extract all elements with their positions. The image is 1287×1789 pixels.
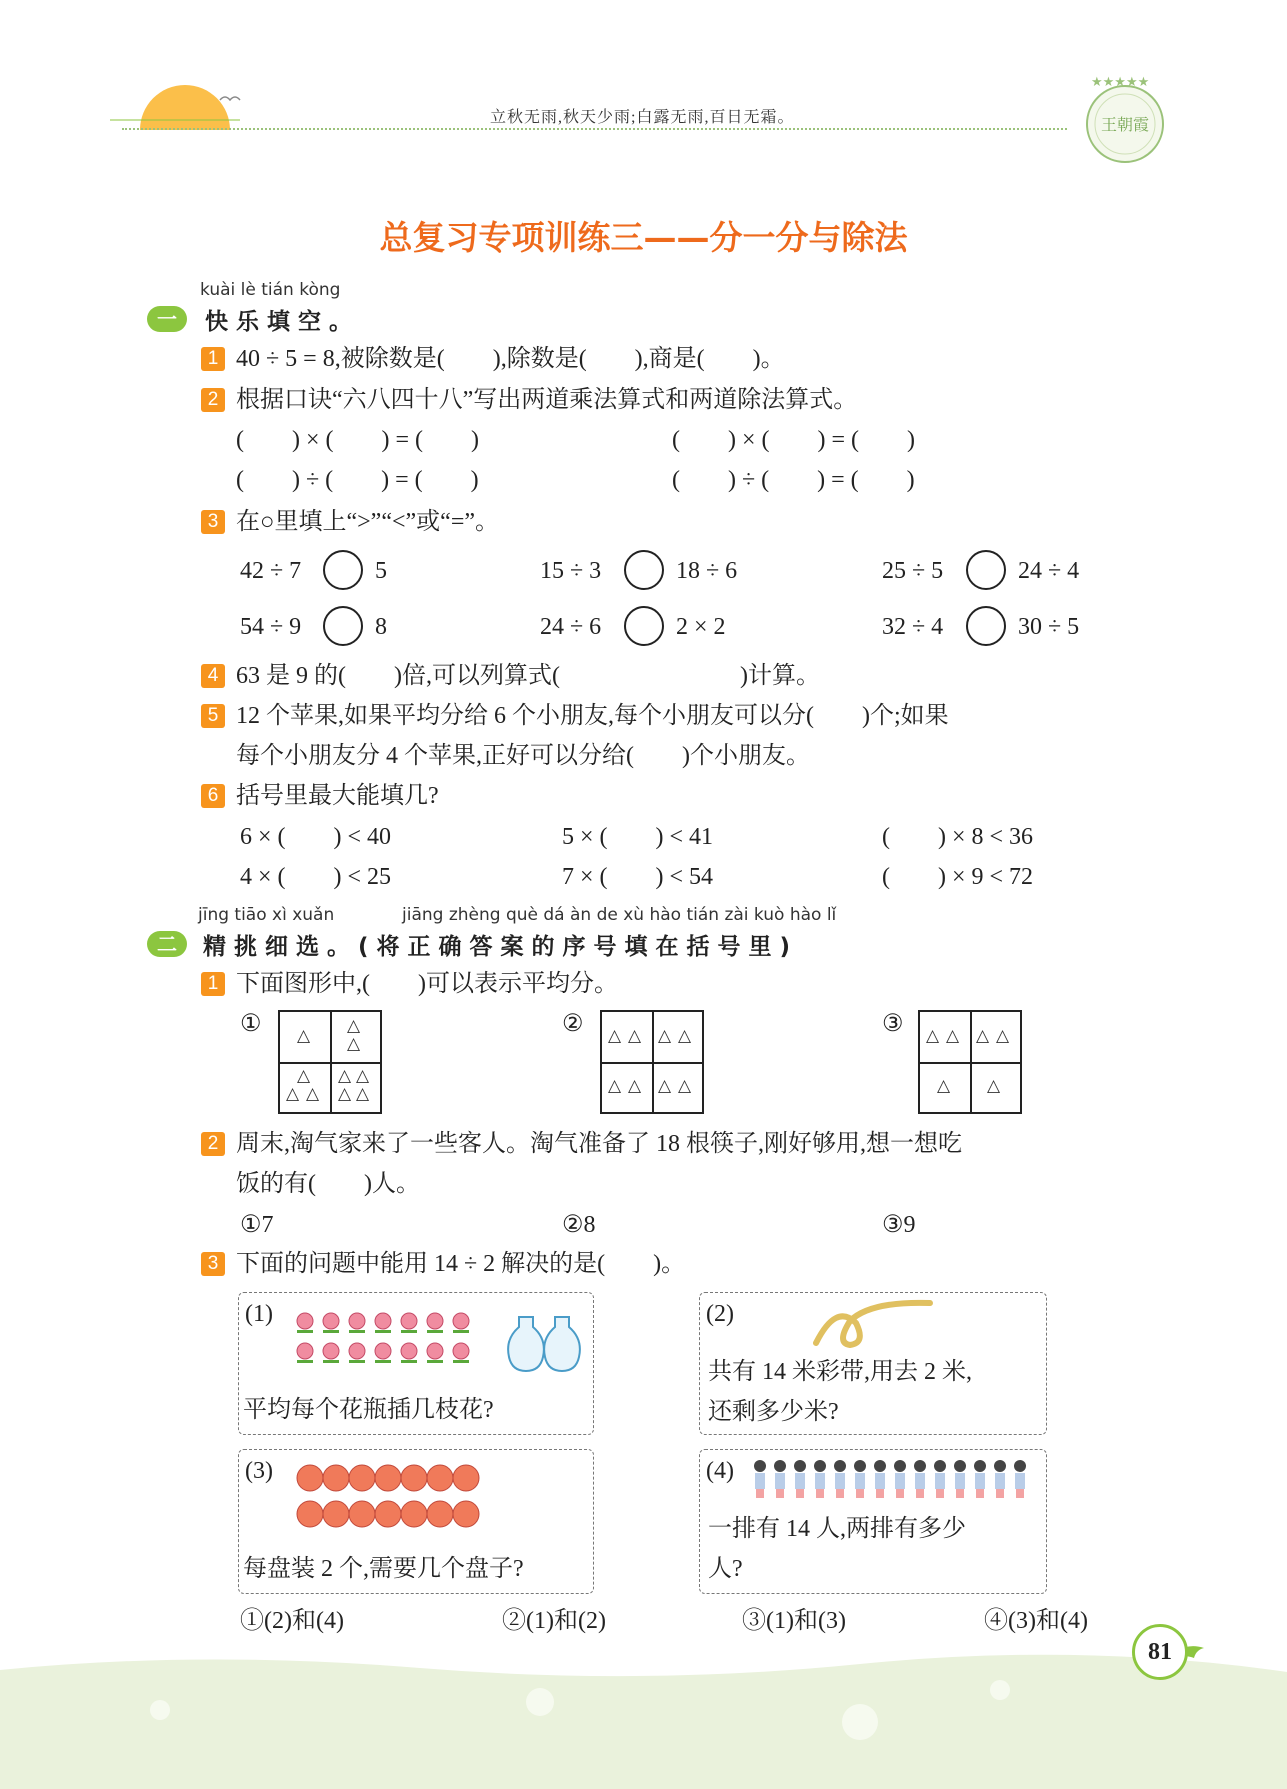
panel-label: (1) <box>245 1301 273 1327</box>
section1-heading: 快乐填空。 <box>205 309 360 335</box>
section2-pinyin-a: jīng tiāo xì xuǎn <box>198 905 335 925</box>
page-number: 81 <box>1132 1624 1188 1680</box>
compare-left: 25 ÷ 5 <box>882 558 944 584</box>
q4-number: 4 <box>201 664 225 688</box>
s2-q3-option: ④(3)和(4) <box>984 1608 1088 1634</box>
figure-1: △ △ △ △ △ △ △ △ △ △ <box>278 1010 382 1114</box>
s2-q2-line2: 饭的有( )人。 <box>236 1171 420 1197</box>
compare-left: 32 ÷ 4 <box>882 614 944 640</box>
compare-right: 8 <box>375 614 387 640</box>
panel-question: 还剩多少米? <box>708 1399 839 1425</box>
s2-q3-option: ①(2)和(4) <box>240 1608 344 1634</box>
compare-left: 54 ÷ 9 <box>240 614 302 640</box>
compare-left: 24 ÷ 6 <box>540 614 602 640</box>
section2-heading: 精挑细选。(将正确答案的序号填在括号里) <box>203 934 799 960</box>
q2-row2b: ( ) ÷ ( ) = ( ) <box>672 467 915 493</box>
panel-label: (3) <box>245 1458 273 1484</box>
compare-left: 15 ÷ 3 <box>540 558 602 584</box>
panel-1 <box>238 1292 594 1435</box>
q3-number: 3 <box>201 510 225 534</box>
section2-tag: 二 <box>147 931 187 957</box>
compare-circle[interactable] <box>966 606 1006 646</box>
q5-line1: 12 个苹果,如果平均分给 6 个小朋友,每个小朋友可以分( )个;如果 <box>236 703 949 729</box>
q6-item: 6 × ( ) < 40 <box>240 824 392 850</box>
s2-q2-option: ②8 <box>562 1212 596 1238</box>
q6-text: 括号里最大能填几? <box>236 783 439 809</box>
panel-question: 共有 14 米彩带,用去 2 米, <box>708 1359 972 1385</box>
s2-q2-option: ③9 <box>882 1212 916 1238</box>
compare-right: 24 ÷ 4 <box>1018 558 1080 584</box>
s2-q2-number: 2 <box>201 1132 225 1156</box>
s2-q3-option: ②(1)和(2) <box>502 1608 606 1634</box>
section1-tag: 一 <box>147 306 187 332</box>
footer-wave <box>0 1650 1287 1789</box>
compare-left: 42 ÷ 7 <box>240 558 302 584</box>
q5-line2: 每个小朋友分 4 个苹果,正好可以分给( )个小朋友。 <box>236 743 810 769</box>
panel-question: 一排有 14 人,两排有多少 <box>708 1516 966 1542</box>
vase-icon <box>507 1315 583 1375</box>
apples-icon <box>295 1462 485 1532</box>
q1-text: 40 ÷ 5 = 8,被除数是( ),除数是( ),商是( )。 <box>236 346 785 372</box>
compare-circle[interactable] <box>624 606 664 646</box>
s2-q2-line1: 周末,淘气家来了一些客人。淘气准备了 18 根筷子,刚好够用,想一想吃 <box>236 1131 962 1157</box>
ribbon-icon <box>808 1299 938 1351</box>
compare-circle[interactable] <box>323 550 363 590</box>
panel-3 <box>238 1449 594 1594</box>
q6-number: 6 <box>201 784 225 808</box>
figure-3: △ △ △ △ △ △ <box>918 1010 1022 1114</box>
compare-right: 2 × 2 <box>676 614 726 640</box>
panel-label: (2) <box>706 1301 734 1327</box>
s2-q3-number: 3 <box>201 1252 225 1276</box>
header-proverb: 立秋无雨,秋天少雨;白露无雨,百日无霜。 <box>490 109 795 126</box>
section1-pinyin: kuài lè tián kòng <box>200 280 341 300</box>
publisher-logo <box>1075 72 1175 164</box>
compare-circle[interactable] <box>624 550 664 590</box>
s2-q1-text: 下面图形中,( )可以表示平均分。 <box>236 971 618 997</box>
section2-pinyin-b: jiāng zhèng què dá àn de xù hào tián zài kuò hào lǐ <box>402 905 837 925</box>
panel-question: 人? <box>708 1556 743 1582</box>
compare-circle[interactable] <box>323 606 363 646</box>
panel-question: 每盘装 2 个,需要几个盘子? <box>243 1556 524 1582</box>
s2-q2-option: ①7 <box>240 1212 274 1238</box>
q6-item: 7 × ( ) < 54 <box>562 864 714 890</box>
option-label: ③ <box>882 1011 904 1037</box>
q4-text: 63 是 9 的( )倍,可以列算式( )计算。 <box>236 663 820 689</box>
q2-row1a: ( ) × ( ) = ( ) <box>236 427 480 453</box>
q2-number: 2 <box>201 388 225 412</box>
panel-question: 平均每个花瓶插几枝花? <box>243 1397 494 1423</box>
q5-number: 5 <box>201 704 225 728</box>
compare-circle[interactable] <box>966 550 1006 590</box>
logo-text: 王朝霞 <box>1100 115 1150 134</box>
compare-right: 18 ÷ 6 <box>676 558 738 584</box>
figure-2: △ △ △ △ △ △ △ △ <box>600 1010 704 1114</box>
s2-q3-text: 下面的问题中能用 14 ÷ 2 解决的是( )。 <box>236 1251 686 1277</box>
q3-text: 在○里填上“>”“<”或“=”。 <box>236 509 500 535</box>
q2-row2a: ( ) ÷ ( ) = ( ) <box>236 467 479 493</box>
s2-q3-option: ③(1)和(3) <box>742 1608 846 1634</box>
q6-item: ( ) × 8 < 36 <box>882 824 1034 850</box>
q2-row1b: ( ) × ( ) = ( ) <box>672 427 916 453</box>
option-label: ① <box>240 1011 262 1037</box>
q2-text: 根据口诀“六八四十八”写出两道乘法算式和两道除法算式。 <box>236 387 858 413</box>
header-divider <box>122 128 1067 130</box>
svg-text:★★★★★: ★★★★★ <box>1091 74 1150 89</box>
s2-q1-number: 1 <box>201 972 225 996</box>
page-title: 总复习专项训练三——分一分与除法 <box>379 218 908 257</box>
panel-2 <box>699 1292 1047 1435</box>
panel-4 <box>699 1449 1047 1594</box>
q1-number: 1 <box>201 347 225 371</box>
option-label: ② <box>562 1011 584 1037</box>
q6-item: ( ) × 9 < 72 <box>882 864 1034 890</box>
children-icon <box>752 1458 1042 1502</box>
q6-item: 5 × ( ) < 41 <box>562 824 714 850</box>
compare-right: 30 ÷ 5 <box>1018 614 1080 640</box>
panel-label: (4) <box>706 1458 734 1484</box>
q6-item: 4 × ( ) < 25 <box>240 864 392 890</box>
compare-right: 5 <box>375 558 387 584</box>
flowers-icon <box>293 1309 483 1369</box>
